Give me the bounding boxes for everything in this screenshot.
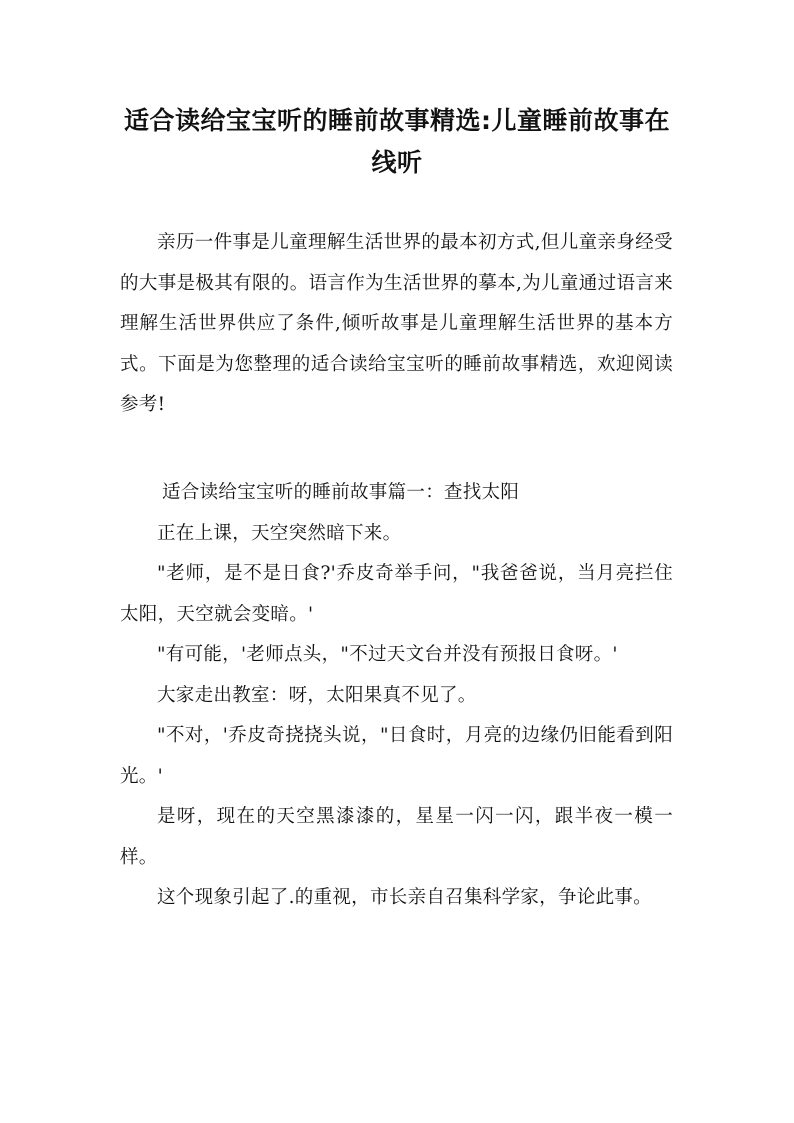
intro-paragraph: 亲历一件事是儿童理解生活世界的最本初方式,但儿童亲身经受的大事是极其有限的。语言作为生活世界的摹本,为儿童通过语言来理解生活世界供应了条件,倾听故事是儿童理解生活世界的基本方式。下面是为您整理的适合读给宝宝听的睡前故事精选，欢迎阅读参考! xyxy=(120,232,673,415)
document-title: 适合读给宝宝听的睡前故事精选:儿童睡前故事在线听 xyxy=(124,106,670,177)
story-paragraph: "有可能，'老师点头，"不过天文台并没有预报日食呀。' xyxy=(157,644,618,665)
story-paragraph: 这个现象引起了.的重视，市长亲自召集科学家，争论此事。 xyxy=(157,887,652,908)
story-paragraph: "老师，是不是日食?'乔皮奇举手问，"我爸爸说，当月亮拦住太阳，天空就会变暗。' xyxy=(120,563,673,625)
story-paragraph: 正在上课，天空突然暗下来。 xyxy=(157,522,402,544)
story-paragraph: 是呀，现在的天空黑漆漆的，星星一闪一闪，跟半夜一模一样。 xyxy=(120,806,673,868)
story-heading: 适合读给宝宝听的睡前故事篇一：查找太阳 xyxy=(162,482,520,503)
story-section xyxy=(120,473,673,919)
story-paragraph: "不对，'乔皮奇挠挠头说，"日食时，月亮的边缘仍旧能看到阳光。' xyxy=(120,725,673,787)
story-paragraph: 大家走出教室：呀，太阳果真不见了。 xyxy=(157,684,477,706)
